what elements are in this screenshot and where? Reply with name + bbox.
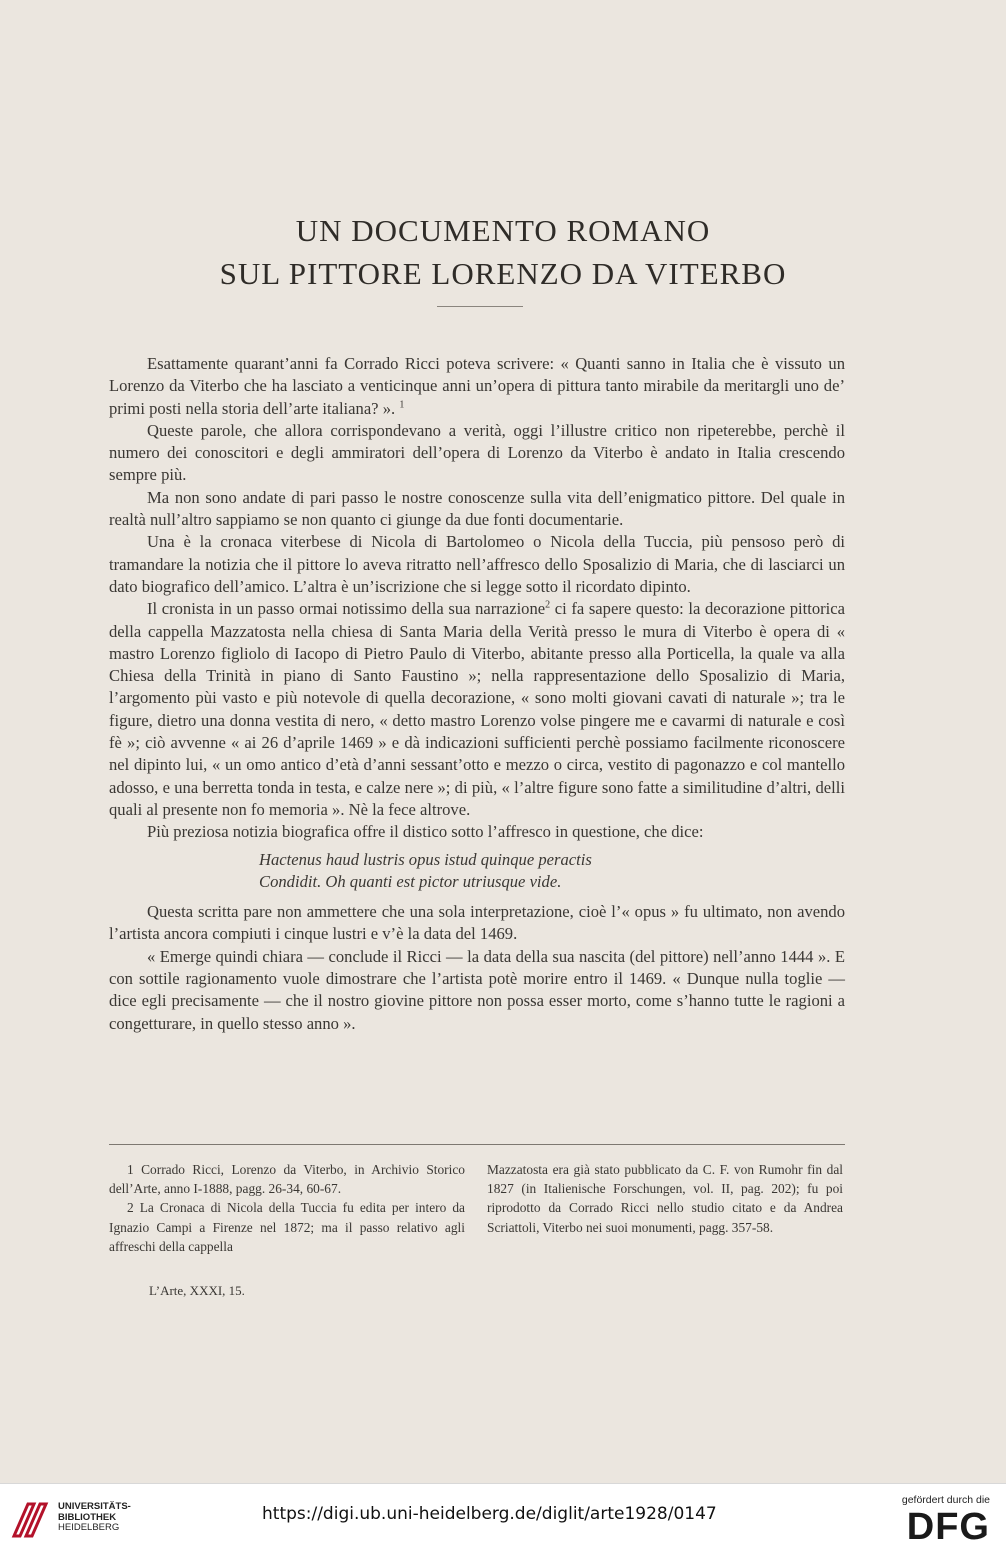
logo-mark-icon <box>10 1500 52 1540</box>
footnote-ref-1: 1 <box>399 399 405 411</box>
paragraph-1: Esattamente quarant’anni fa Corrado Ricci poteva scrivere: « Quanti sanno in Italia che è vissuto un Lorenzo da Viterbo che ha lasciato a venticinque anni un’opera di pittura tanto mirabile da meritargli uno de’ primi posti nella storia dell’arte italiana? ». $^1$ <box>109 354 845 418</box>
footnote-2-continued: Mazzatosta era già stato pubblicato da C. F. von Rumohr fin dal 1827 (in Italienische Forschungen, vol. II, pag. 202); fu poi riprodotto da Corrado Ricci nello studio citato e da Andrea Scriattoli, Viterbo nei suoi monumenti, pagg. 357-58. <box>487 1162 843 1235</box>
university-logo-text <box>58 1502 168 1534</box>
paragraph-7: Questa scritta pare non ammettere che una sola interpretazione, cioè l’« opus » fu ultimato, non avendo l’artista ancora compiuti i cinque lustri e v’è la data del 1469. <box>109 902 845 944</box>
article-body <box>109 353 845 1035</box>
verse-line-1: Hactenus haud lustris opus istud quinque peractis <box>259 849 592 869</box>
footnote-2: 2 La Cronaca di Nicola della Tuccia fu edita per intero da Ignazio Campi a Firenze nel 1872; ma il passo relativo agli affreschi della cappella <box>109 1200 465 1254</box>
title-divider <box>437 306 523 307</box>
paragraph-5: Il cronista in un passo ormai notissimo della sua narrazione$^2$ ci fa sapere questo: la decorazione pittorica della cappella Mazzatosta nella chiesa di Santa Maria della Verità presso le mura di Viterbo è opera di « mastro Lorenzo figliolo di Iacopo di Pietro Paulo di Viterbo, abitante presso alla Porticella, la quale va alla Chiesa della Trinità in piano di Santo Faustino »; nella rappresentazione dello Sposalizio di Maria, l’argomento pùi vasto e più notevole di quella decorazione, « sono molti giovani cavati di naturale »; tra le figure, dietro una donna vestita di nero, « detto mastro Lorenzo volse pingere me e cavarmi di naturale e così fè »; ciò avvenne « ai 26 d’aprile 1469 » e dà indicazioni sufficienti perchè possiamo facilmente riconoscere nel dipinto lui, « un omo antico d’età d’anni sessant’otto e mezzo o circa, vestito di pagonazzo e col mantello adosso, e una berretta tonda in testa, e calze nere »; di più, « l’altre figure sono fatte a similitudine d’altri, delli quali al presente non fo memoria ». Nè la fece altrove. <box>109 599 845 819</box>
paragraph-6: Più preziosa notizia biografica offre il distico sotto l’affresco in questione, che dice: <box>147 822 704 842</box>
university-logo-icon[interactable] <box>10 1500 52 1544</box>
title-line-2: SUL PITTORE LORENZO DA VITERBO <box>219 256 787 291</box>
footnotes-left-column <box>109 1160 465 1256</box>
footer-bar <box>0 1483 1006 1556</box>
footnote-ref-2: 2 <box>545 599 551 611</box>
page-signature: L’Arte, XXXI, 15. <box>149 1283 245 1298</box>
paragraph-3: Ma non sono andate di pari passo le nostre conoscenze sulla vita dell’enigmatico pittore. Del quale in realtà null’altro sappiamo se non quanto ci giunge da due fonti documentarie. <box>109 487 845 530</box>
logo-text-line-3: HEIDELBERG <box>58 1522 120 1533</box>
title-line-1: UN DOCUMENTO ROMANO <box>295 213 711 248</box>
verse-line-2: Condidit. Oh quanti est pictor utriusque vide. <box>259 871 562 891</box>
funded-by-text: gefördert durch die <box>901 1494 990 1506</box>
paragraph-4: Una è la cronaca viterbese di Nicola di Bartolomeo o Nicola della Tuccia, più pensoso però di tramandare la notizia che il pittore lo aveva ritratto nell’affresco dello Sposalizio di Maria, che di lasciarci un dato biografico dell’amico. L’altra è un’iscrizione che si legge sotto il ricordato dipinto. <box>109 532 845 596</box>
paragraph-8: « Emerge quindi chiara — conclude il Ricci — la data della sua nascita (del pittore) nell’anno 1444 ». E con sottile ragionamento vuole dimostrare che l’artista potè morire entro il 1469. « Dunque nulla toglie — dice egli precisamente — che il nostro giovine pittore non possa esser morto, come s’hanno tutte le ragioni a congetturare, in quello stesso anno ». <box>109 946 845 1033</box>
footnotes-right-column <box>487 1160 843 1237</box>
footnote-divider <box>109 1144 845 1145</box>
logo-text-line-1: UNIVERSITÄTS- <box>58 1501 131 1512</box>
latin-distich <box>109 849 845 894</box>
footnote-1: 1 Corrado Ricci, Lorenzo da Viterbo, in Archivio Storico dell’Arte, anno I-1888, pagg. 26-34, 60-67. <box>109 1162 465 1197</box>
logo-text-line-2: BIBLIOTHEK <box>58 1511 117 1523</box>
document-url-link[interactable]: https://digi.ub.uni-heidelberg.de/diglit/arte1928/0147 <box>262 1504 717 1524</box>
paragraph-2: Queste parole, che allora corrispondevano a verità, oggi l’illustre critico non ripeterebbe, perchè il numero dei conoscitori e degli ammiratori dell’opera di Lorenzo da Viterbo è andato in Italia crescendo sempre più. <box>109 420 845 485</box>
dfg-logo[interactable]: DFG <box>906 1506 990 1548</box>
